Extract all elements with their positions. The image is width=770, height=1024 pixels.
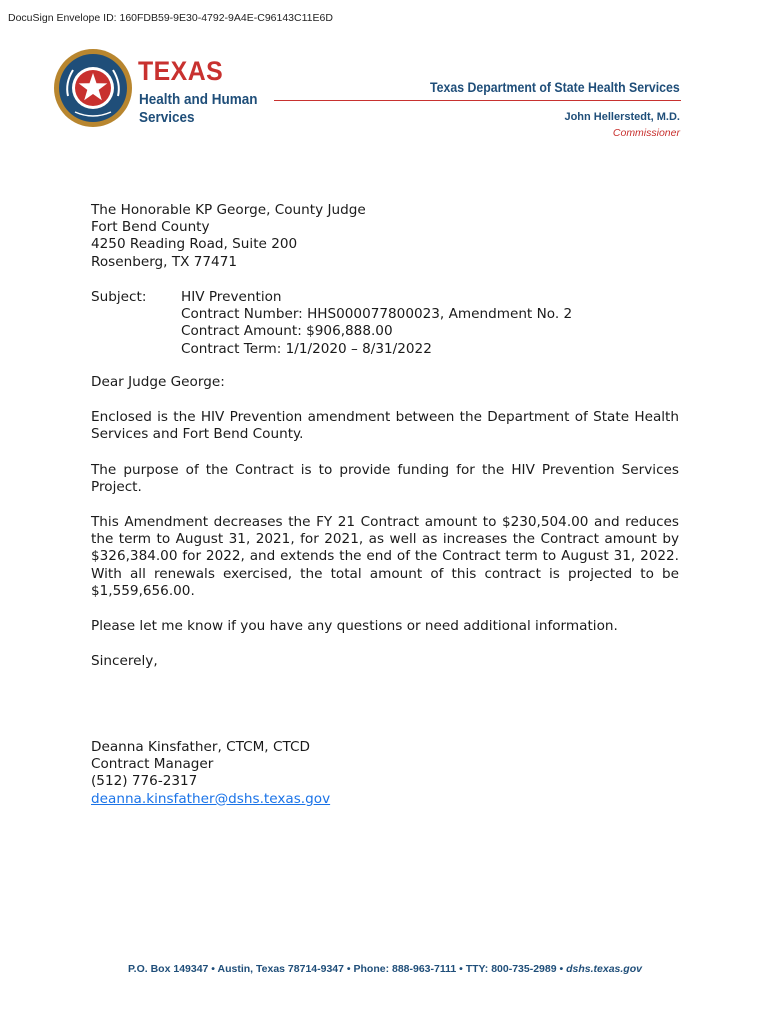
- logo-wordmark-texas: TEXAS: [138, 56, 224, 86]
- paragraph: Please let me know if you have any questions or need additional information.: [91, 618, 618, 634]
- footer-contact: [0, 963, 770, 975]
- closing: Sincerely,: [91, 653, 158, 669]
- subject-lines: [181, 289, 701, 358]
- department-name: Texas Department of State Health Services: [430, 79, 680, 95]
- envelope-id: DocuSign Envelope ID: 160FDB59-9E30-4792-9A4E-C96143C11E6D: [8, 12, 333, 24]
- signer-name: Deanna Kinsfather, CTCM, CTCD: [91, 739, 310, 755]
- commissioner-title: Commissioner: [612, 127, 680, 139]
- subject-line: Contract Number: HHS000077800023, Amendment No. 2: [181, 306, 573, 323]
- commissioner-name: John Hellerstedt, M.D.: [564, 111, 680, 123]
- paragraph: Enclosed is the HIV Prevention amendment between the Department of State Health Services and Fort Bend County.: [91, 409, 679, 443]
- paragraph: The purpose of the Contract is to provide funding for the HIV Prevention Services Project.: [91, 462, 679, 496]
- recipient-address: [91, 202, 679, 271]
- subject-line: Contract Amount: $906,888.00: [181, 323, 393, 340]
- recipient-line: The Honorable KP George, County Judge: [91, 202, 366, 218]
- signer-email-link[interactable]: deanna.kinsfather@dshs.texas.gov: [91, 790, 331, 807]
- footer-website: dshs.texas.gov: [566, 963, 642, 975]
- signer-title: Contract Manager: [91, 756, 214, 773]
- footer-address: P.O. Box 149347 • Austin, Texas 78714-9347 • Phone: 888-963-7111 • TTY: 800-735-2989 •: [128, 963, 567, 975]
- header-divider: [274, 100, 681, 101]
- logo-line-services: Services: [139, 109, 195, 126]
- signer-phone: (512) 776-2317: [91, 773, 198, 790]
- logo-wordmark-hhs: [139, 91, 258, 127]
- signature-block: [91, 739, 679, 808]
- subject-line: HIV Prevention: [181, 289, 282, 305]
- logo-line-health: Health and Human: [139, 91, 258, 108]
- recipient-line: 4250 Reading Road, Suite 200: [91, 236, 298, 253]
- subject-label: Subject:: [91, 289, 147, 305]
- paragraph: This Amendment decreases the FY 21 Contract amount to $230,504.00 and reduces the term to August 31, 2021, for 2021, as well as increases the Contract amount by $326,384.00 for 2022, and extends the end of the Contract term to August 31, 2022. With all renewals exercised, the total amount of this contract is projected to be $1,559,656.00.: [91, 514, 679, 599]
- salutation: Dear Judge George:: [91, 374, 225, 390]
- recipient-line: Fort Bend County: [91, 219, 210, 236]
- texas-star-seal-icon: [53, 48, 133, 128]
- recipient-line: Rosenberg, TX 77471: [91, 253, 238, 270]
- subject-line: Contract Term: 1/1/2020 – 8/31/2022: [181, 340, 432, 357]
